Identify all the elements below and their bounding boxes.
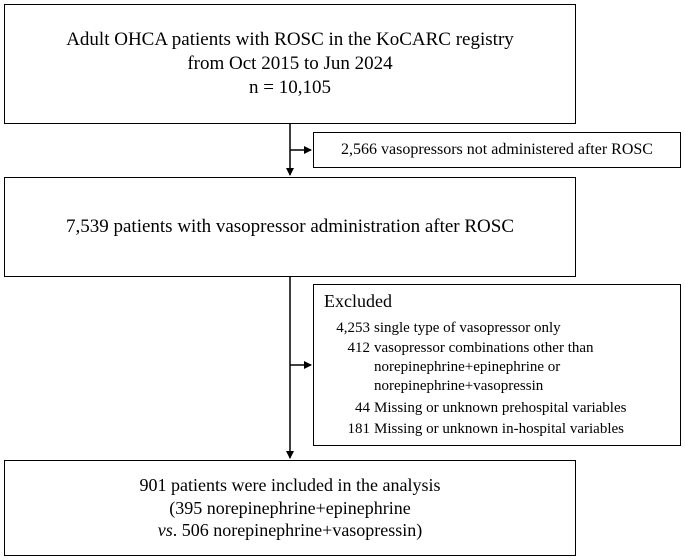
no-vasopressor-box	[313, 132, 681, 168]
included-line-3	[158, 519, 423, 542]
cohort-box	[4, 4, 576, 124]
no-vasopressor-text: 2,566 vasopressors not administered after ROSC	[341, 141, 653, 158]
vasopressor-text: 7,539 patients with vasopressor administration after ROSC	[65, 216, 515, 238]
excluded-count: 181	[347, 421, 370, 437]
excluded-reason-continued: norepinephrine+epinephrine or	[374, 359, 561, 375]
included-line-2: (395 norepinephrine+epinephrine	[169, 497, 411, 518]
cohort-line-2: from Oct 2015 to Jun 2024	[187, 53, 393, 75]
excluded-reason: single type of vasopressor only	[374, 320, 561, 336]
cohort-line-1: Adult OHCA patients with ROSC in the KoCARC registry	[66, 29, 514, 51]
excluded-reason: vasopressor combinations other than	[374, 340, 594, 356]
excluded-title: Excluded	[324, 291, 392, 311]
included-line-3-rest: . 506 norepinephrine+vasopressin)	[172, 520, 423, 541]
included-line-1: 901 patients were included in the analysis	[139, 475, 441, 496]
included-box	[4, 460, 576, 556]
excluded-box	[313, 284, 681, 446]
excluded-reason: Missing or unknown in-hospital variables	[374, 421, 624, 437]
cohort-count: n = 10,105	[249, 76, 331, 98]
excluded-count: 412	[347, 340, 370, 356]
excluded-count: 44	[355, 400, 370, 416]
versus-abbrev: vs	[157, 520, 173, 541]
excluded-reason: Missing or unknown prehospital variables	[374, 400, 627, 416]
excluded-reason-continued: norepinephrine+vasopressin	[374, 378, 544, 394]
excluded-count: 4,253	[336, 320, 370, 336]
vasopressor-box	[4, 177, 576, 277]
